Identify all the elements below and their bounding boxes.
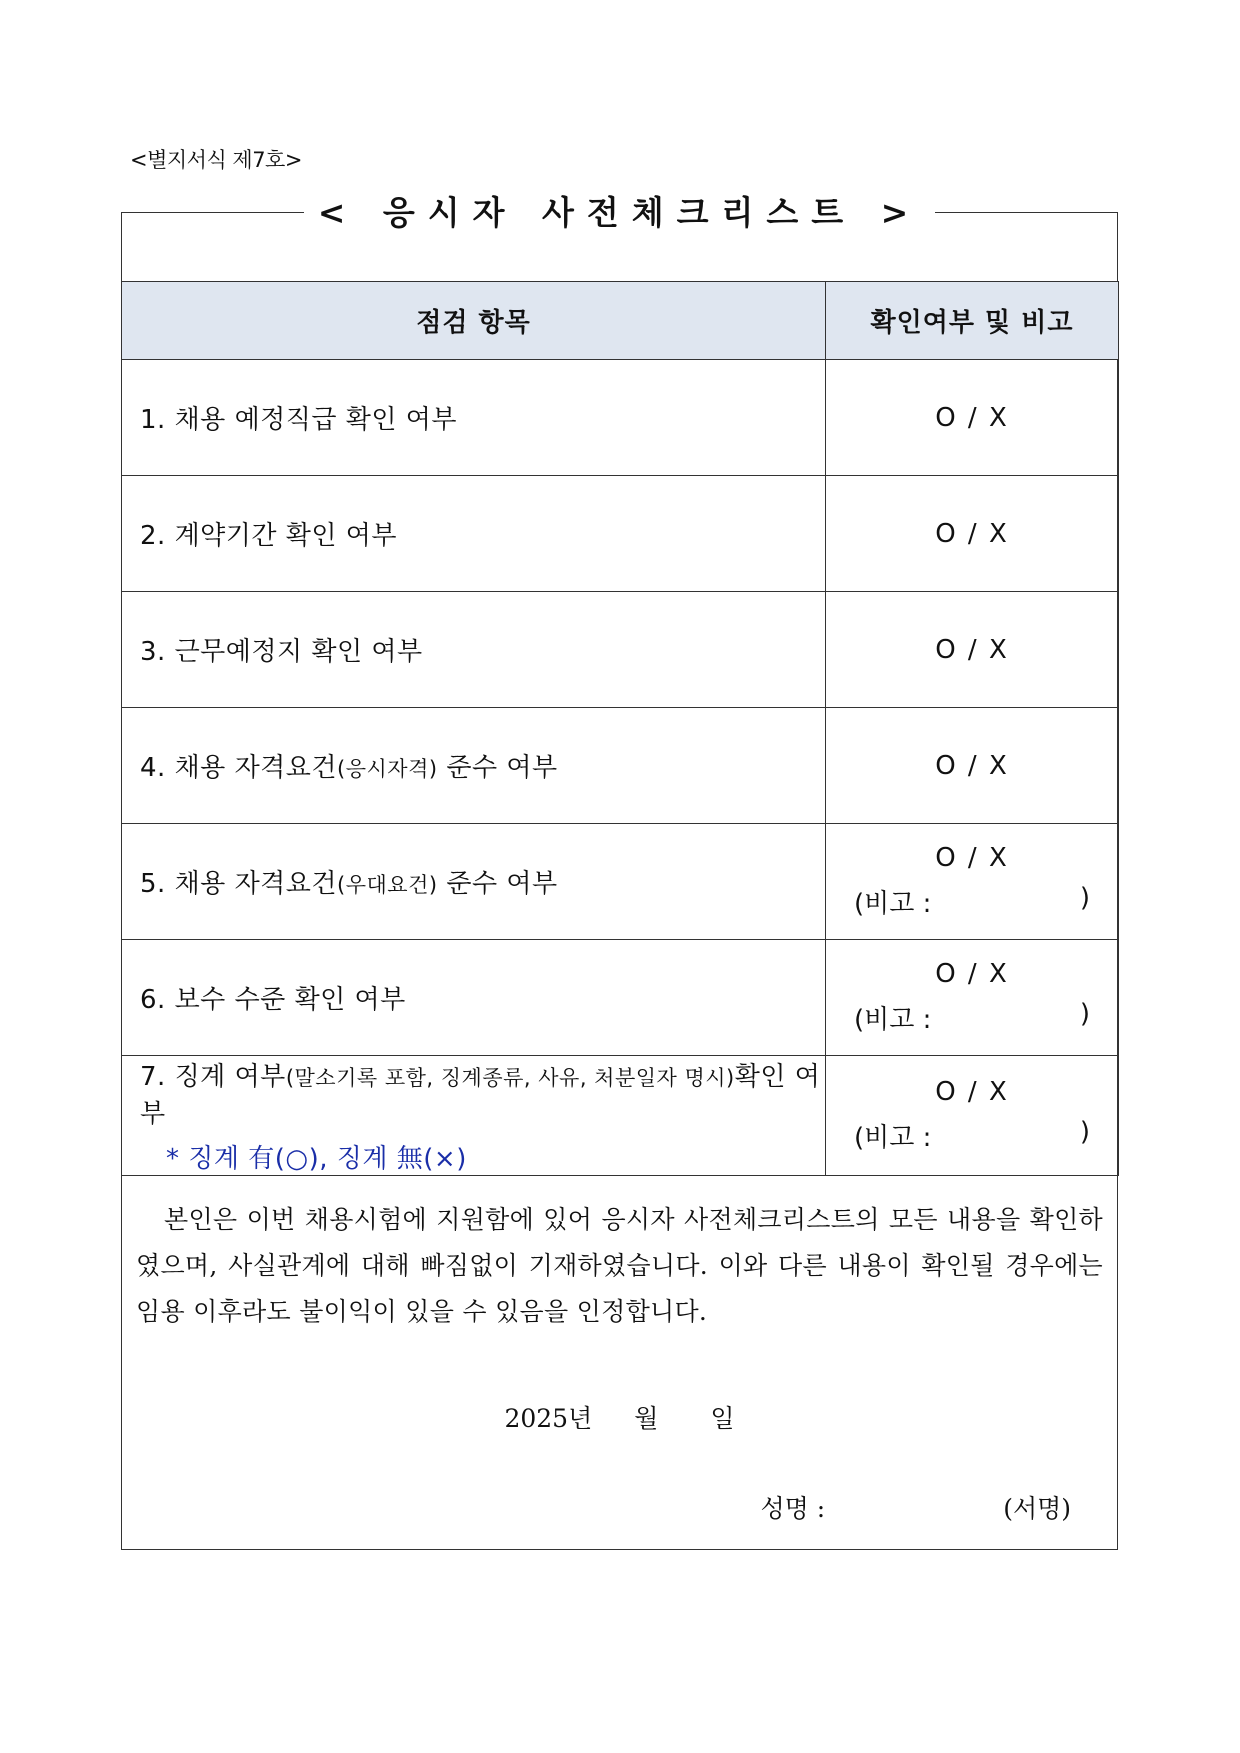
table-row bbox=[122, 476, 1119, 592]
table-row bbox=[122, 940, 1119, 1056]
item-text-tail: 준수 여부 bbox=[437, 869, 558, 899]
header-check-item: 점검 항목 bbox=[122, 282, 826, 360]
item-work-location: 3. 근무예정지 확인 여부 bbox=[122, 592, 826, 708]
date-line[interactable] bbox=[122, 1399, 1117, 1435]
item-text: 7. 징계 여부 bbox=[140, 1062, 286, 1092]
item-salary: 6. 보수 수준 확인 여부 bbox=[122, 940, 826, 1056]
item-text: 5. 채용 자격요건 bbox=[140, 869, 338, 899]
remark-close: ) bbox=[1079, 999, 1090, 1029]
item-subtext: (우대요건) bbox=[337, 873, 438, 897]
remark-open: (비고 : bbox=[854, 889, 932, 919]
ox-field[interactable] bbox=[826, 476, 1119, 592]
remark-line bbox=[826, 1117, 1118, 1154]
item-contract-period: 2. 계약기간 확인 여부 bbox=[122, 476, 826, 592]
ox-label: O / X bbox=[935, 518, 1009, 549]
ox-field[interactable] bbox=[826, 360, 1119, 476]
document-title: < 응시자 사전체크리스트 > bbox=[304, 187, 936, 234]
table-header-row bbox=[122, 282, 1119, 360]
ox-remark-field[interactable] bbox=[826, 940, 1119, 1056]
remark-line bbox=[826, 883, 1118, 920]
date-month: 월 bbox=[634, 1404, 659, 1433]
ox-label: O / X bbox=[935, 634, 1009, 665]
remark-close: ) bbox=[1079, 1117, 1090, 1147]
discipline-note: * 징계 有(○), 징계 無(×) bbox=[166, 1144, 467, 1174]
form-number: <별지서식 제7호> bbox=[130, 148, 302, 172]
checklist-frame bbox=[121, 193, 1118, 1550]
header-confirm-remark: 확인여부 및 비고 bbox=[826, 282, 1119, 360]
table-row bbox=[122, 824, 1119, 940]
ox-label: O / X bbox=[935, 1077, 1009, 1107]
ox-label: O / X bbox=[935, 750, 1009, 781]
item-preference bbox=[122, 824, 826, 940]
declaration-text: 본인은 이번 채용시험에 지원함에 있어 응시자 사전체크리스트의 모든 내용을 확인하였으며, 사실관계에 대해 빠짐없이 기재하였습니다. 이와 다른 내용이 확인될 경우에는 임용 이후라도 불이익이 있을 수 있음을 인정합니다. bbox=[136, 1205, 1103, 1326]
item-position-check: 1. 채용 예정직급 확인 여부 bbox=[122, 360, 826, 476]
item-text: 4. 채용 자격요건 bbox=[140, 753, 338, 783]
date-day: 일 bbox=[710, 1404, 735, 1433]
item-text-tail: 준수 여부 bbox=[437, 753, 558, 783]
title-bar bbox=[122, 187, 1117, 234]
remark-close: ) bbox=[1079, 883, 1090, 913]
table-row bbox=[122, 360, 1119, 476]
ox-field[interactable] bbox=[826, 708, 1119, 824]
signature-line[interactable] bbox=[761, 1489, 1071, 1525]
item-line bbox=[140, 1056, 825, 1130]
ox-label: O / X bbox=[935, 843, 1009, 873]
item-qualification bbox=[122, 708, 826, 824]
checklist-table bbox=[121, 281, 1119, 1176]
ox-field[interactable] bbox=[826, 592, 1119, 708]
item-subtext: (말소기록 포함, 징계종류, 사유, 처분일자 명시) bbox=[285, 1066, 735, 1090]
ox-label: O / X bbox=[935, 959, 1009, 989]
ox-remark-field[interactable] bbox=[826, 1056, 1119, 1176]
table-row bbox=[122, 1056, 1119, 1176]
date-year: 2025년 bbox=[504, 1404, 593, 1433]
remark-line bbox=[826, 999, 1118, 1036]
ox-label: O / X bbox=[935, 402, 1009, 433]
signature-label: 성명 : bbox=[760, 1494, 826, 1523]
table-row bbox=[122, 592, 1119, 708]
table-row bbox=[122, 708, 1119, 824]
remark-open: (비고 : bbox=[854, 1005, 932, 1035]
remark-open: (비고 : bbox=[854, 1123, 932, 1153]
ox-remark-field[interactable] bbox=[826, 824, 1119, 940]
signature-mark: (서명) bbox=[1003, 1494, 1071, 1523]
item-subtext: (응시자격) bbox=[337, 757, 438, 781]
item-discipline bbox=[122, 1056, 826, 1176]
item-text-tail: 확인 여부 bbox=[140, 1062, 821, 1129]
